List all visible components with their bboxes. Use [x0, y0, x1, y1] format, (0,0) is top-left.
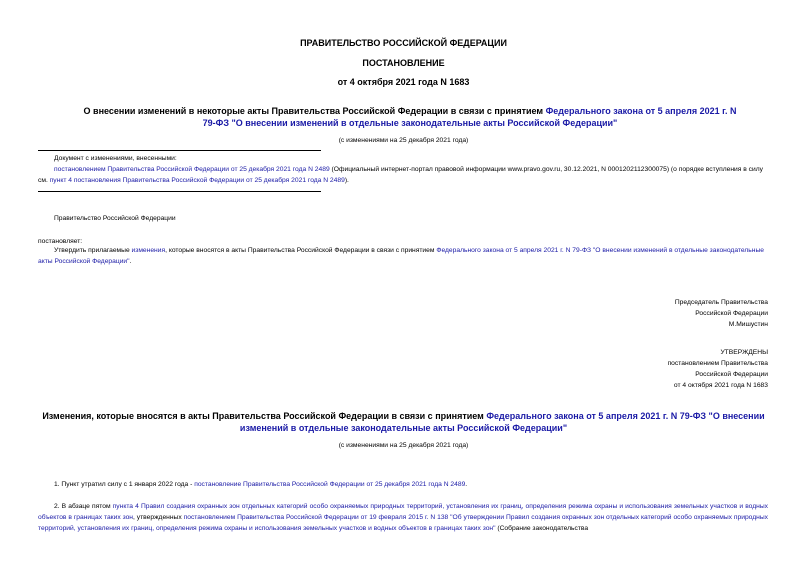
item-2 [38, 501, 768, 534]
issuer-text: Правительство Российской Федерации [54, 215, 176, 222]
item-1-link[interactable]: постановление Правительства Российской Федерации от 25 декабря 2021 года N 2489 [194, 481, 466, 488]
item-1-end: . [465, 481, 468, 488]
changes-link-point4[interactable]: пункт 4 постановления Правительства Российской Федерации от 25 декабря 2021 года N 2489 [49, 177, 345, 184]
item-2-text-b: , утвержденных [132, 514, 184, 521]
government-heading: ПРАВИТЕЛЬСТВО РОССИЙСКОЙ ФЕДЕРАЦИИ [300, 38, 507, 48]
changes-title-law-link[interactable]: Федерального закона от 5 апреля 2021 г. N 79-ФЗ "О внесении изменений в отдельные законодательные акты Российской Федерации" [239, 411, 765, 433]
signature-line2: Российской Федерации [695, 310, 768, 317]
changes-end: ). [344, 177, 349, 184]
item-2-decree-link[interactable]: постановлением Правительства Российской Федерации от 19 февраля 2015 г. N 138 "Об утверждении Правил создания охранных зон отдельных категорий особо охраняемых природных территорий, установления их границ, определения режима охраны и использования земельных участков и водных объектов в границах таких зон" [38, 514, 768, 532]
changes-title-text: Изменения, которые вносятся в акты Правительства Российской Федерации в связи с принятием [42, 411, 487, 421]
document-date: от 4 октября 2021 года N 1683 [337, 77, 470, 87]
approved-line3: Российской Федерации [695, 371, 768, 378]
changes-heading: Документ с изменениями, внесенными: [54, 155, 177, 162]
approved-line4: от 4 октября 2021 года N 1683 [673, 382, 768, 389]
revision-note: (с изменениями на 25 декабря 2021 года) [338, 137, 469, 144]
document-type: ПОСТАНОВЛЕНИЕ [362, 58, 445, 68]
item-2-rules-link[interactable]: пункта 4 Правил создания охранных зон отдельных категорий особо охраняемых природных территорий, установления их границ, определения режима охраны и использования земельных участков и водных объектов в границах таких зон [38, 503, 768, 521]
approved-line1: УТВЕРЖДЕНЫ [720, 349, 768, 356]
item-1-text: 1. Пункт утратил силу с 1 января 2022 года - [54, 481, 195, 488]
title-text: О внесении изменений в некоторые акты Правительства Российской Федерации в связи с принятием [83, 106, 546, 116]
changes-publication: (Официальный интернет-портал правовой информации www.pravo.gov.ru, 30.12.2021, N 0001202112300075) (о порядке вступления в силу см. [38, 166, 763, 184]
item-2-text-a: 2. В абзаце пятом [54, 503, 113, 510]
revision-note-2: (с изменениями на 25 декабря 2021 года) [338, 442, 469, 449]
changes-title [40, 410, 767, 434]
document-title [80, 105, 740, 129]
decision-text-c: . [129, 258, 132, 265]
decision-paragraph [38, 245, 768, 267]
box-top-rule [38, 150, 321, 151]
box-bottom-rule [38, 191, 321, 192]
changes-link-decree[interactable]: постановлением Правительства Российской Федерации от 25 декабря 2021 года N 2489 [54, 166, 330, 173]
signature-line1: Председатель Правительства [674, 299, 768, 306]
decides-text: постановляет: [38, 238, 83, 245]
federal-law-link[interactable]: Федерального закона от 5 апреля 2021 г. N 79-ФЗ "О внесении изменений в отдельные законодательные акты Российской Федерации" [38, 247, 764, 265]
decision-text-a: Утвердить прилагаемые [54, 247, 132, 254]
item-1 [54, 479, 467, 490]
decision-text-b: , которые вносятся в акты Правительства Российской Федерации в связи с принятием [165, 247, 437, 254]
title-law-link[interactable]: Федерального закона от 5 апреля 2021 г. N 79-ФЗ "О внесении изменений в отдельные законодательные акты Российской Федерации" [202, 106, 737, 128]
approved-line2: постановлением Правительства [667, 360, 768, 367]
signature-name: М.Мишустин [728, 321, 768, 328]
item-2-text-c: (Собрание законодательства [495, 525, 589, 532]
changes-text [38, 164, 768, 186]
changes-link[interactable]: изменения [131, 247, 166, 254]
